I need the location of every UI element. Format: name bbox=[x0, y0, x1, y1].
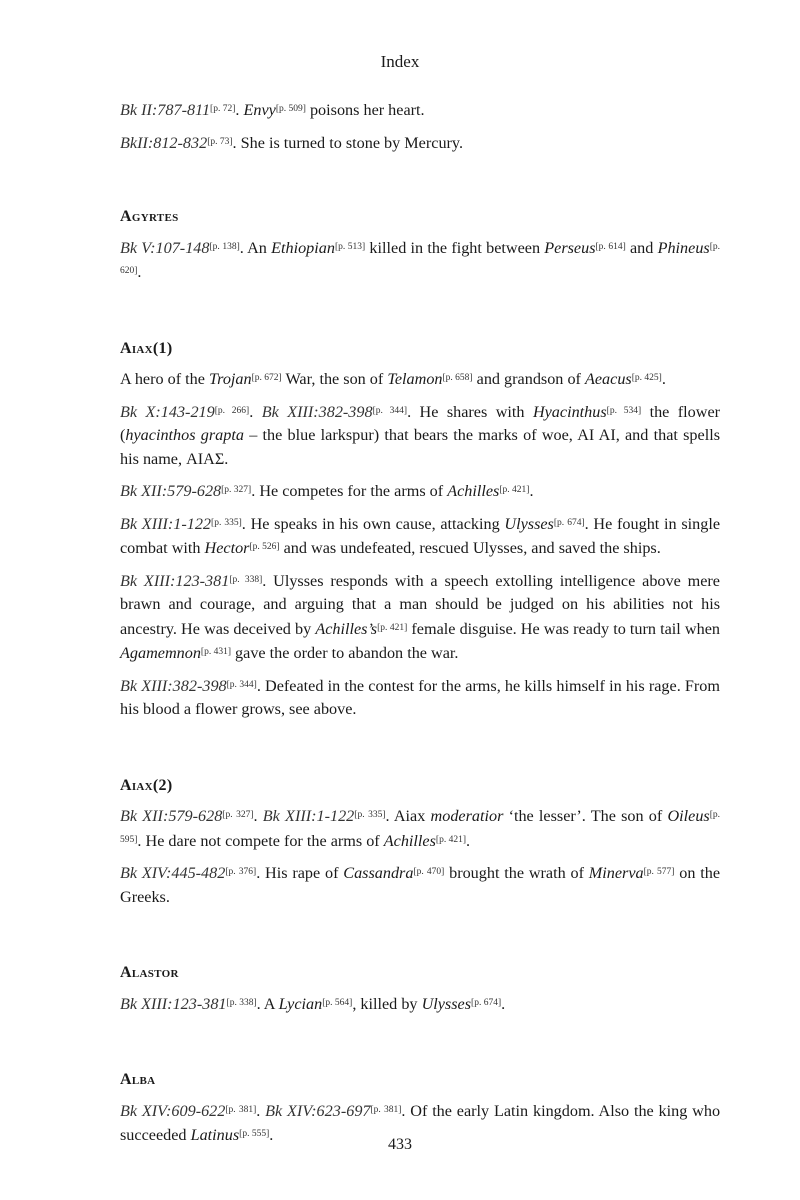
entry-text: . An bbox=[239, 238, 272, 257]
entry-text: . He dare not compete for the arms of bbox=[137, 831, 384, 850]
cross-reference-term: Minerva bbox=[588, 864, 644, 882]
page-reference: [p. 674] bbox=[471, 997, 502, 1008]
entry-paragraph bbox=[120, 367, 720, 392]
entry-text: . bbox=[137, 263, 142, 281]
page-reference: [p. 674] bbox=[553, 517, 585, 528]
cross-reference-term: Achilles’s bbox=[315, 619, 378, 638]
book-reference: BkII:812-832 bbox=[120, 133, 208, 152]
book-reference: Bk XIII:123-381 bbox=[120, 994, 227, 1013]
page-reference: [p. 595] bbox=[120, 810, 721, 845]
book-reference: Bk XIII:382-398 bbox=[261, 402, 373, 421]
cross-reference-term: Latinus bbox=[190, 1126, 240, 1144]
page-reference: [p. 138] bbox=[209, 241, 240, 252]
cross-reference-term: Ulysses bbox=[504, 514, 554, 533]
book-reference: Bk X:143-219 bbox=[120, 402, 215, 421]
page-reference: [p. 381] bbox=[370, 1104, 402, 1115]
entry-paragraph bbox=[120, 861, 720, 909]
cross-reference-term: moderatior bbox=[430, 807, 504, 825]
entry-text: the flower ( bbox=[120, 402, 721, 444]
entry-text: . He speaks in his own cause, attacking bbox=[241, 514, 505, 533]
entry-heading: Aiax(2) bbox=[120, 776, 173, 794]
book-reference: Bk II:787-811 bbox=[120, 101, 211, 119]
cross-reference-term: Cassandra bbox=[343, 864, 414, 882]
entry-text: . bbox=[253, 807, 263, 825]
cross-reference-term: Aeacus bbox=[584, 370, 632, 388]
page-reference: [p. 338] bbox=[226, 997, 257, 1008]
page-reference: [p. 327] bbox=[221, 485, 252, 495]
entry-text: on the Greeks. bbox=[120, 864, 721, 906]
entry-paragraph bbox=[120, 512, 720, 561]
page-reference: [p. 344] bbox=[372, 405, 408, 416]
cross-reference-term: Hyacinthus bbox=[532, 402, 607, 421]
cross-reference-term: Trojan bbox=[209, 370, 252, 388]
entry-paragraph bbox=[120, 804, 720, 853]
entry-text: . bbox=[235, 101, 244, 119]
entry-paragraph bbox=[120, 479, 720, 504]
book-reference: Bk XIV:609-622 bbox=[120, 1101, 226, 1120]
cross-reference-term: hyacinthos grapta bbox=[125, 426, 244, 444]
book-reference: Bk XIII:1-122 bbox=[120, 514, 212, 533]
page-reference: [p. 564] bbox=[322, 997, 353, 1008]
page-reference: [p. 470] bbox=[413, 867, 445, 877]
page-reference: [p. 73] bbox=[207, 136, 233, 147]
page-reference: [p. 431] bbox=[200, 647, 231, 657]
page-number: 433 bbox=[388, 1136, 412, 1153]
entry-text: . Ulysses responds with a speech extolling intelligence above mere brawn and courage, and arguing that a man should be judged on his abilities not his ancestry. He was deceived by bbox=[120, 571, 720, 638]
cross-reference-term: Phineus bbox=[657, 238, 710, 257]
entry-heading: Agyrtes bbox=[120, 208, 179, 225]
index-entry-agyrtes bbox=[120, 205, 720, 285]
page-reference: [p. 327] bbox=[222, 810, 254, 820]
entry-text: . Aiax bbox=[385, 807, 431, 825]
entry-text: . A bbox=[256, 994, 279, 1013]
page-reference: [p. 577] bbox=[643, 867, 675, 877]
cross-reference-term: Ethiopian bbox=[271, 238, 335, 257]
entry-heading: Aiax(1) bbox=[120, 339, 173, 357]
entry-paragraph bbox=[120, 569, 720, 666]
entry-text: . bbox=[661, 370, 666, 388]
entry-text: , killed by bbox=[352, 994, 422, 1013]
entry-text: and was undefeated, rescued Ulysses, and saved the ships. bbox=[279, 539, 661, 557]
book-reference: Bk XIII:1-122 bbox=[262, 807, 355, 825]
entry-text: brought the wrath of bbox=[444, 864, 589, 882]
page-reference: [p. 335] bbox=[211, 517, 242, 528]
entry-text: . He shares with bbox=[407, 402, 533, 421]
index-entry-aiax2 bbox=[120, 774, 720, 910]
page-reference: [p. 620] bbox=[120, 241, 721, 276]
book-reference: Bk XII:579-628 bbox=[120, 807, 223, 825]
index-entry-alastor bbox=[120, 961, 720, 1016]
cross-reference-term: Lycian bbox=[278, 994, 323, 1013]
cross-reference-term: Envy bbox=[243, 101, 276, 119]
entry-paragraph bbox=[120, 674, 720, 722]
book-reference: Bk V:107-148 bbox=[120, 238, 210, 257]
entry-text: . bbox=[501, 994, 506, 1013]
entry-text: . bbox=[465, 831, 471, 850]
page-reference: [p. 614] bbox=[595, 241, 626, 252]
cross-reference-term: Oileus bbox=[667, 807, 710, 825]
entry-text: – the blue larkspur) that bears the marks of woe, AI AI, and that spells his name, ΑΙΑΣ. bbox=[120, 426, 721, 468]
page-reference: [p. 381] bbox=[225, 1104, 257, 1115]
book-reference: Bk XIV:445-482 bbox=[120, 864, 226, 882]
entry-text: . Of the early Latin kingdom. Also the king who succeeded bbox=[120, 1101, 721, 1144]
book-reference: Bk XIV:623-697 bbox=[265, 1101, 371, 1120]
entry-paragraph bbox=[120, 400, 720, 472]
page-reference: [p. 335] bbox=[354, 810, 386, 820]
entry-text: and grandson of bbox=[472, 370, 585, 388]
entry-text: . bbox=[269, 1126, 274, 1144]
entry-paragraph bbox=[120, 131, 720, 156]
page-reference: [p. 658] bbox=[442, 373, 473, 383]
index-content bbox=[120, 98, 720, 1200]
entry-text: female disguise. He was ready to turn tail when bbox=[407, 619, 720, 638]
entry-text: poisons her heart. bbox=[305, 101, 425, 119]
entry-text: killed in the fight between bbox=[365, 238, 545, 257]
page-reference: [p. 421] bbox=[499, 485, 530, 495]
entry-heading: Alastor bbox=[120, 964, 179, 981]
book-reference: Bk XIII:382-398 bbox=[120, 676, 227, 695]
entry-text: . Defeated in the contest for the arms, he kills himself in his rage. From his blood a flower grows, see above. bbox=[120, 676, 720, 718]
cross-reference-term: Achilles bbox=[447, 482, 500, 500]
page-reference: [p. 425] bbox=[631, 373, 662, 383]
page-reference: [p. 509] bbox=[275, 104, 306, 114]
entry-text: . bbox=[249, 402, 262, 421]
entry-text: . She is turned to stone by Mercury. bbox=[232, 133, 464, 152]
page-reference: [p. 513] bbox=[334, 241, 366, 252]
page-reference: [p. 672] bbox=[251, 373, 282, 383]
page-reference: [p. 421] bbox=[377, 622, 408, 633]
cross-reference-term: Achilles bbox=[383, 831, 436, 850]
book-reference: Bk XIII:123-381 bbox=[120, 571, 230, 590]
page-reference: [p. 376] bbox=[225, 867, 257, 877]
index-entry-continued bbox=[120, 98, 720, 155]
running-head: Index bbox=[380, 52, 420, 71]
page-reference: [p. 72] bbox=[210, 104, 236, 114]
cross-reference-term: Agamemnon bbox=[120, 644, 201, 662]
page-reference: [p. 344] bbox=[226, 679, 257, 690]
cross-reference-term: Ulysses bbox=[421, 994, 472, 1013]
entry-paragraph bbox=[120, 98, 720, 123]
entry-text: ‘the lesser’. The son of bbox=[503, 807, 668, 825]
entry-text: . bbox=[529, 482, 534, 500]
page-reference: [p. 555] bbox=[239, 1129, 270, 1139]
cross-reference-term: Telamon bbox=[387, 370, 443, 388]
entry-paragraph bbox=[120, 236, 720, 285]
index-entry-aiax1 bbox=[120, 337, 720, 722]
entry-text: A hero of the bbox=[120, 370, 210, 388]
cross-reference-term: Hector bbox=[204, 539, 250, 557]
page-reference: [p. 338] bbox=[229, 574, 263, 585]
entry-text: and bbox=[625, 238, 658, 257]
cross-reference-term: Perseus bbox=[544, 238, 596, 257]
page-reference: [p. 526] bbox=[249, 542, 280, 552]
entry-text: . bbox=[256, 1101, 266, 1120]
entry-text: War, the son of bbox=[281, 370, 388, 388]
page-reference: [p. 266] bbox=[214, 405, 250, 416]
entry-text: . He competes for the arms of bbox=[251, 482, 448, 500]
entry-heading: Alba bbox=[120, 1071, 156, 1088]
entry-text: . His rape of bbox=[256, 864, 344, 882]
entry-text: gave the order to abandon the war. bbox=[231, 644, 459, 662]
book-reference: Bk XII:579-628 bbox=[120, 482, 222, 500]
entry-paragraph bbox=[120, 992, 720, 1017]
page-reference: [p. 421] bbox=[435, 834, 466, 845]
entry-text: . He fought in single combat with bbox=[120, 514, 721, 557]
page-reference: [p. 534] bbox=[606, 405, 642, 416]
